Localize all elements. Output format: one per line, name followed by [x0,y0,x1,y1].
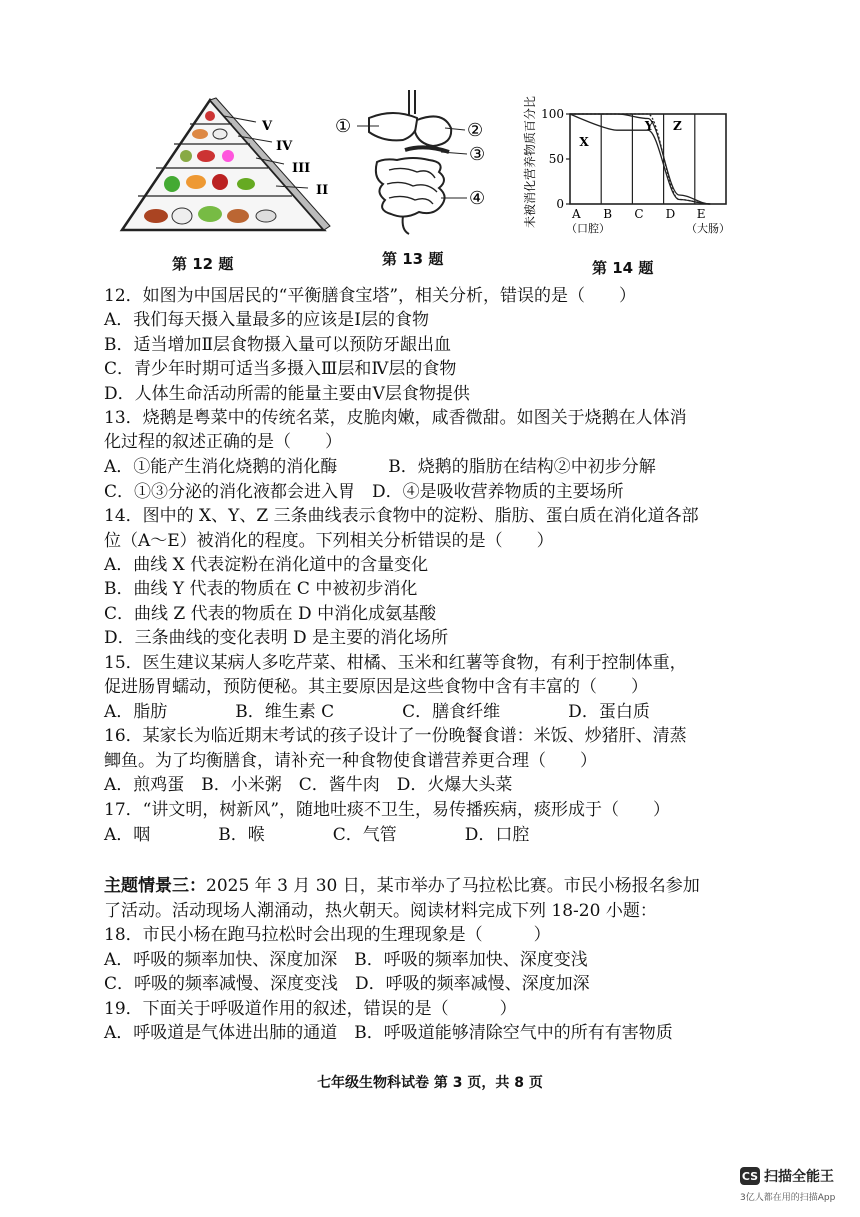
question-12-stem: 12．如图为中国居民的“平衡膳食宝塔”，相关分析，错误的是（ ） [104,286,637,306]
question-15-stem: 促进肠胃蠕动，预防便秘。其主要原因是这些食物中含有丰富的（ ） [104,677,648,697]
food-pyramid-figure [116,96,336,246]
section-intro [104,874,700,898]
pyramid-layer-label: IV [276,139,293,154]
organ-label-1: ① [335,116,352,137]
question-14-option-c: C．曲线 Z 代表的物质在 D 中消化成氨基酸 [104,604,437,624]
organ-label-3: ③ [469,144,486,165]
chart-y-tick-label: 100 [541,107,564,121]
section-intro-text: 2025 年 3 月 30 日，某市举办了马拉松比赛。市民小杨报名参加 [206,876,700,896]
scanner-watermark [740,1166,834,1186]
section-intro-text: 了活动。活动现场人潮涌动，热火朝天。阅读材料完成下列 18-20 小题： [104,901,657,921]
chart-y-tick-label: 0 [556,197,564,211]
page-footer: 七年级生物科试卷 第 3 页，共 8 页 [317,1075,543,1091]
chart-y-label: 未被消化营养物质百分比 [523,95,537,228]
scanner-logo-icon: CS [740,1167,760,1185]
chart-series-label: Y [644,119,654,133]
question-14-stem: 位（A～E）被消化的程度。下列相关分析错误的是（ ） [104,531,554,551]
question-13-stem: 化过程的叙述正确的是（ ） [104,432,342,452]
chart-series-line [570,114,710,204]
figure-14-caption: 第 14 题 [592,259,654,277]
question-15-options: A．脂肪 B．维生素 C C．膳食纤维 D．蛋白质 [104,702,650,722]
chart-x-note: （口腔） [566,222,610,235]
question-16-stem: 鲫鱼。为了均衡膳食，请补充一种食物使食谱营养更合理（ ） [104,751,597,771]
pyramid-layer-label: II [316,183,329,198]
chart-series-line [570,114,710,204]
chart-x-tick-label: A [572,207,581,221]
question-13-options-ab: A．①能产生消化烧鹅的消化酶 B．烧鹅的脂肪在结构②中初步分解 [104,457,656,477]
chart-x-tick-label: C [634,207,644,221]
figure-12-caption: 第 12 题 [172,255,234,273]
question-12-option-a: A．我们每天摄入量最多的应该是Ⅰ层的食物 [104,310,429,330]
section-title: 主题情景三： [104,876,206,896]
scanner-app-name: 扫描全能王 [764,1169,834,1185]
organ-label-2: ② [467,120,484,141]
question-19-stem: 19．下面关于呼吸道作用的叙述，错误的是（ ） [104,999,517,1019]
question-17-stem: 17．“讲文明，树新风”，随地吐痰不卫生，易传播疾病，痰形成于（ ） [104,800,671,820]
chart-series-label: X [579,135,589,150]
liver-shape [369,113,417,140]
question-12-option-b: B．适当增加Ⅱ层食物摄入量可以预防牙龈出血 [104,335,452,355]
chart-y-tick-label: 50 [548,152,564,166]
digestive-system-figure [333,88,493,238]
chart-x-note: （大肠） [686,222,730,235]
question-14-option-a: A．曲线 X 代表淀粉在消化道中的含量变化 [104,555,429,575]
digestion-chart [518,76,748,246]
question-19-options: A．呼吸道是气体进出肺的通道 B．呼吸道能够清除空气中的所有有害物质 [104,1023,673,1043]
question-16-stem: 16．某家长为临近期末考试的孩子设计了一份晚餐食谱：米饭、炒猪肝、清蒸 [104,726,687,746]
question-17-options: A．咽 B．喉 C．气管 D．口腔 [104,825,530,845]
pyramid-layer-label: V [262,119,273,134]
question-12-option-d: D．人体生命活动所需的能量主要由Ⅴ层食物提供 [104,384,470,404]
question-18-options-ab: A．呼吸的频率加快、深度加深 B．呼吸的频率加快、深度变浅 [104,950,588,970]
question-14-option-b: B．曲线 Y 代表的物质在 C 中被初步消化 [104,579,418,599]
chart-series-label: Z [672,119,682,133]
question-18-stem: 18．市民小杨在跑马拉松时会出现的生理现象是（ ） [104,925,551,945]
chart-x-tick-label: E [696,207,706,221]
question-13-options-cd: C．①③分泌的消化液都会进入胃 D．④是吸收营养物质的主要场所 [104,482,624,502]
scanner-tagline: 3亿人都在用的扫描App [740,1193,836,1203]
chart-x-tick-label: B [603,207,613,221]
stomach-shape [415,116,451,146]
small-intestine-shape [376,158,445,217]
organ-label-4: ④ [469,188,486,209]
question-16-options: A．煎鸡蛋 B．小米粥 C．酱牛肉 D．火爆大头菜 [104,775,513,795]
question-14-stem: 14．图中的 X、Y、Z 三条曲线表示食物中的淀粉、脂肪、蛋白质在消化道各部 [104,506,699,526]
question-12-option-c: C．青少年时期可适当多摄入Ⅲ层和Ⅳ层的食物 [104,359,457,379]
question-15-stem: 15．医生建议某病人多吃芹菜、柑橘、玉米和红薯等食物，有利于控制体重， [104,653,687,673]
chart-series-line [570,114,710,204]
question-13-stem: 13．烧鹅是粤菜中的传统名菜，皮脆肉嫩，咸香微甜。如图关于烧鹅在人体消 [104,408,687,428]
figure-13-caption: 第 13 题 [382,250,444,268]
pancreas-shape [405,147,449,152]
question-18-options-cd: C．呼吸的频率减慢、深度变浅 D．呼吸的频率减慢、深度加深 [104,974,590,994]
question-14-option-d: D．三条曲线的变化表明 D 是主要的消化场所 [104,628,449,648]
pyramid-layer-label: III [292,161,311,176]
chart-x-tick-label: D [665,207,676,221]
